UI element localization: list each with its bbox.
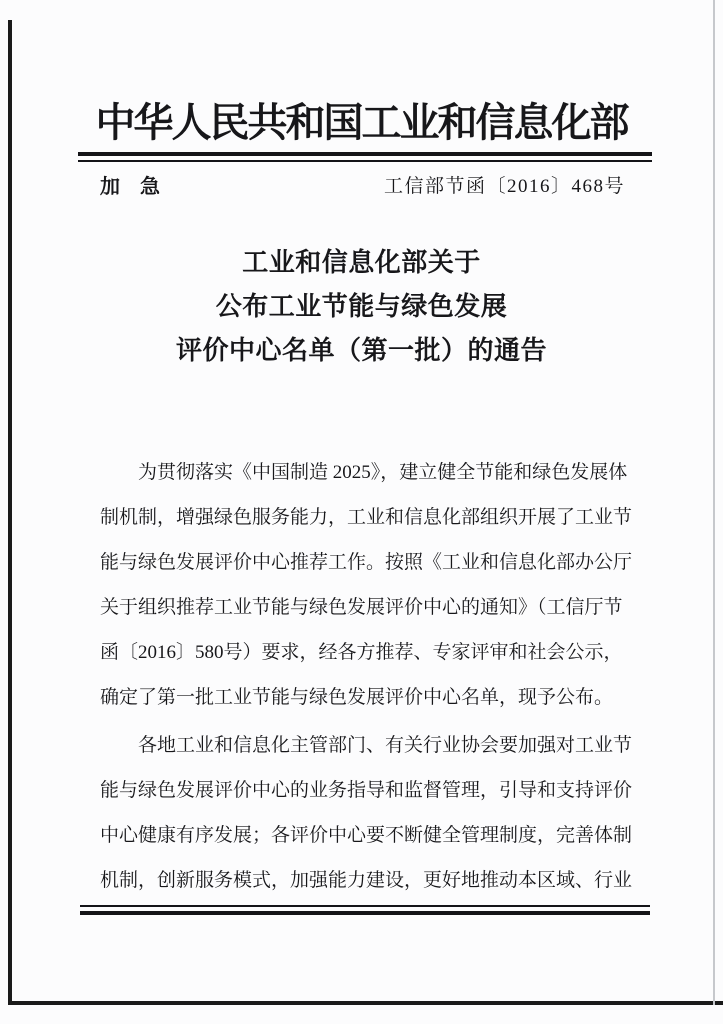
- paragraph-1: [100, 450, 634, 720]
- document-body: [100, 450, 634, 903]
- paragraph-2: [100, 723, 634, 903]
- header-rule-thin: [78, 160, 652, 162]
- urgency-label: 加 急: [100, 176, 160, 198]
- footer-rule: [80, 905, 650, 915]
- masthead-title: 中华人民共和国工业和信息化部: [95, 100, 628, 145]
- body-line: 各地工业和信息化主管部门、有关行业协会要加强对工业节: [138, 735, 633, 756]
- document-number: 工信部节函〔2016〕468号: [383, 176, 625, 197]
- meta-row: [100, 174, 625, 200]
- body-line: 机制，创新服务模式，加强能力建设，更好地推动本区域、行业: [100, 870, 633, 891]
- body-line: 能与绿色发展评价中心的业务指导和监督管理，引导和支持评价: [100, 780, 633, 801]
- body-line: 能与绿色发展评价中心推荐工作。按照《工业和信息化部办公厅: [100, 552, 633, 573]
- body-line: 为贯彻落实《中国制造 2025》，建立健全节能和绿色发展体: [138, 462, 628, 483]
- document-title: [0, 241, 723, 373]
- body-line: 关于组织推荐工业节能与绿色发展评价中心的通知》（工信厅节: [100, 597, 623, 618]
- scan-edge-bottom: [8, 1001, 723, 1005]
- document-title-line: 评价中心名单（第一批）的通告: [175, 336, 547, 365]
- document-title-line: 公布工业节能与绿色发展: [215, 292, 508, 321]
- body-line: 函〔2016〕580号）要求，经各方推荐、专家评审和社会公示，: [100, 642, 623, 663]
- header-rule: [78, 152, 652, 162]
- footer-rule-thick: [80, 911, 650, 915]
- scan-edge-left: [8, 20, 12, 1005]
- document-title-line: 工业和信息化部关于: [242, 248, 481, 277]
- body-line: 确定了第一批工业节能与绿色发展评价中心名单，现予公布。: [100, 687, 614, 708]
- body-line: 制机制，增强绿色服务能力，工业和信息化部组织开展了工业节: [100, 507, 633, 528]
- scan-edge-right: [713, 0, 715, 1005]
- body-line: 中心健康有序发展；各评价中心要不断健全管理制度，完善体制: [100, 825, 633, 846]
